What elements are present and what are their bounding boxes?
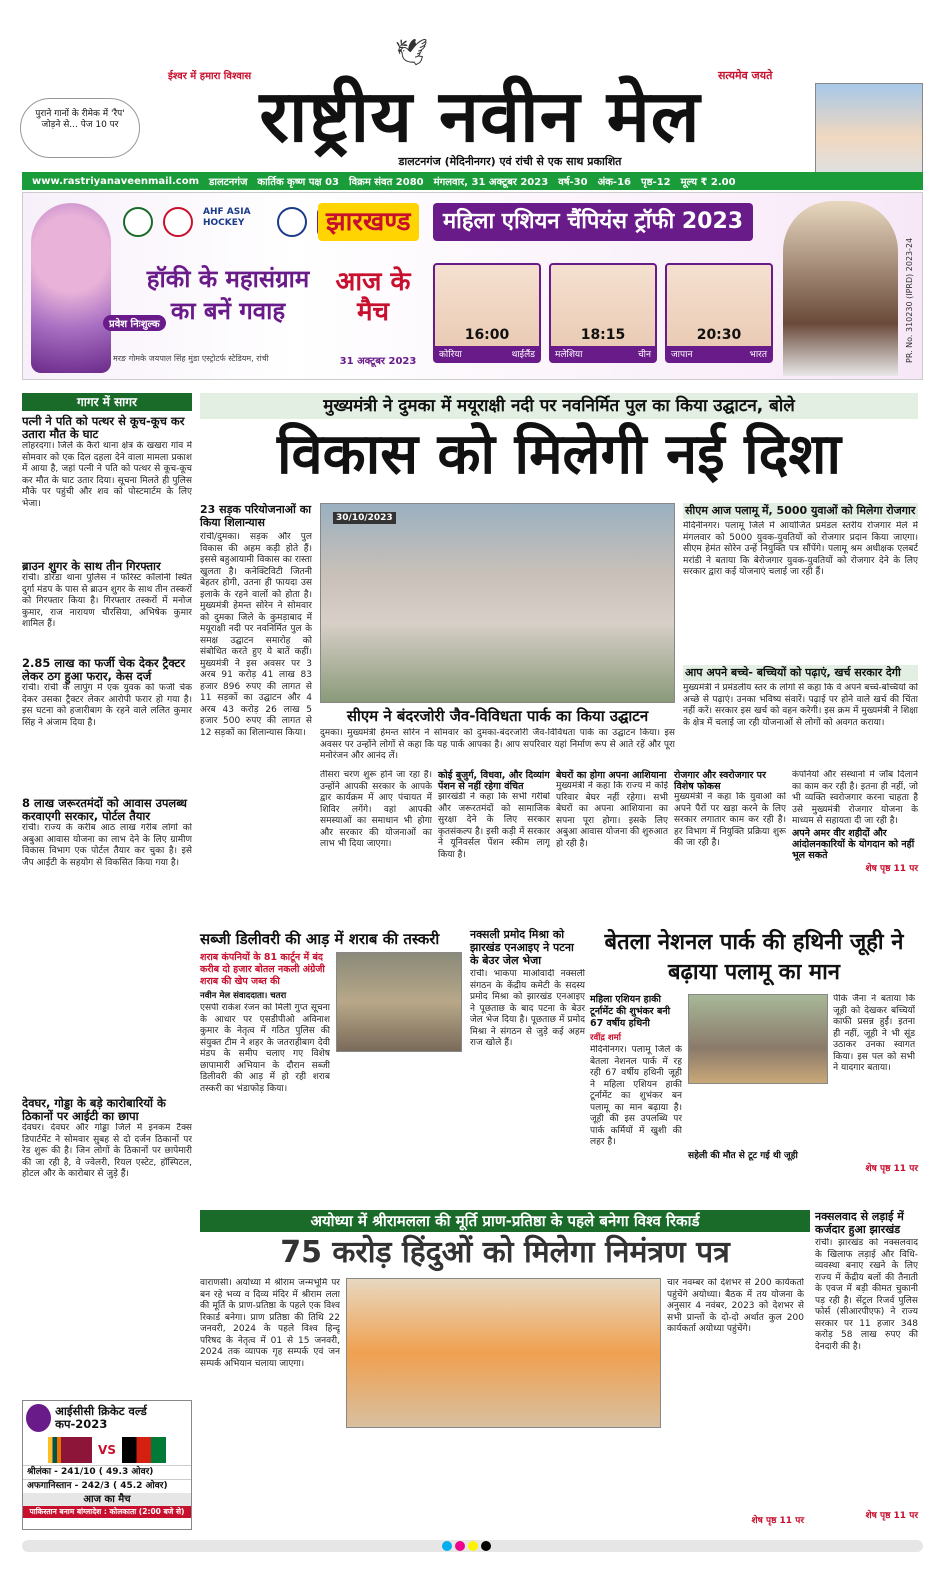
ad-date: 31 अक्टूबर 2023 (339, 356, 417, 367)
col-subhead: अपने अमर वीर शहीदों और आंदोलनकारियों के योगदान को नहीं भूल सकते (792, 827, 915, 861)
tagline-left: ईश्वर में हमारा विश्वास (168, 71, 252, 82)
elephant-byline: रवींद्र शर्मा (590, 1033, 621, 1043)
news-brief[interactable] (22, 657, 192, 793)
liquor-photo (336, 952, 462, 1052)
news-brief[interactable] (22, 415, 192, 556)
right-story-title2: आप अपने बच्चे- बच्चियों को पढ़ाएं, खर्च सरकार देगी (683, 665, 918, 681)
match-cards (433, 263, 773, 363)
team-name: थाईलैंड (511, 350, 535, 360)
center-col (674, 770, 786, 920)
match-teams (551, 346, 655, 361)
photo-caption: सीएम ने बंदरजोरी जैव-विविधता पार्क का किया उद्घाटन (346, 707, 649, 725)
match-time: 20:30 (696, 327, 742, 343)
jail-title: नक्सली प्रमोद मिश्रा को झारखंड एनआइए ने पटना के बेउर जेल भेजा (470, 928, 574, 967)
cm-photo (783, 201, 898, 376)
pr-number: PR. No. 310230 (IPRD) 2023-24 (905, 237, 914, 363)
brief-title: पत्नी ने पति को पत्थर से कूच-कूच कर उतारा मौत के घाट (22, 414, 185, 441)
sri-lanka-flag-icon (48, 1437, 92, 1463)
right-story-body2: मुख्यमंत्री ने प्रमंडलीय स्तर के लोगों से कहा कि वे अपने बच्चे-बच्चियों को अच्छे से पढ़ाएं। उनका भविष्य संवारें। पढ़ाई पर होने वाले खर्च की चिंता नहीं करें। सरकार इस खर्च को वहन करेगी। इस क्रम में मुख्यमंत्री ने शिक्षा के क्षेत्र में चलाई जा रही योजनाओं से लोगों को अवगत कराया। (683, 683, 918, 728)
center-col (556, 770, 668, 920)
col-subhead: बेघरों का होगा अपना आशियाना (556, 770, 667, 781)
col-body: मुख्यमंत्री ने कहा कि युवाओं को अपने पैरों पर खड़ा करने के लिए सरकार लगातार काम कर रही है। हर विभाग में नियुक्ति प्रक्रिया शुरू की जा रही है। (674, 792, 786, 848)
match-card[interactable] (549, 263, 657, 363)
right-story-title: सीएम आज पलामू में, 5000 युवाओं को मिलेगा रोजगार (683, 503, 918, 519)
ayodhya-story[interactable] (200, 1210, 810, 1535)
hindi-date: कार्तिक कृष्ण पक्ष 03 (257, 177, 339, 188)
jharkhand-seal-icon (123, 207, 153, 237)
score-line: श्रीलंका - 241/10 ( 49.3 ओवर) (23, 1465, 191, 1479)
issue: अंक-16 (597, 177, 631, 188)
main-kicker: मुख्यमंत्री ने दुमका में मयूराक्षी नदी पर नवनिर्मित पुल का किया उद्घाटन, बोले (200, 393, 918, 419)
ayodhya-kicker: अयोध्या में श्रीरामलला की मूर्ति प्राण-प्रतिष्ठा के पहले बनेगा विश्व रिकार्ड (200, 1210, 810, 1232)
brief-body: रांची। राज्य के करीब आठ लाख गरीब लोगों को अबुआ आवास योजना का लाभ देने के लिए ग्रामीण विकास विभाग एक पोर्टल तैयार कर चुका है। इसे जैप आईटी के सहयोग से विकसित किया गया है। (22, 823, 192, 868)
naxal-body: रांची। झारखंड को नक्सलवाद के खिलाफ लड़ाई और विधि-व्यवस्था बनाए रखने के लिए राज्य में केंद्रीय बलों की तैनाती के एवज में बड़ी कीमत चुकानी पड़ रही है। सेंट्रल रिजर्व पुलिस फोर्स (सीआरपीएफ) ने राज्य सरकार पर 11 हजार 348 करोड़ 58 लाख रुपए की देनदारी की है। (815, 1238, 918, 1352)
center-col: तीसरा चरण शुरू होने जा रहा है। उन्होंने आपकी सरकार के आपके द्वार कार्यक्रम में आए पंचायत में शिविर लगेंगे। वहां आपकी समस्याओं का समाधान भी होगा और सरकार की योजनाओं का लाभ भी दिया जाएगा। (320, 770, 432, 849)
ayodhya-headline: 75 करोड़ हिंदुओं को मिलेगा निमंत्रण पत्र (280, 1235, 730, 1270)
jail-body: रांची। भाकपा माओवादी नक्सली संगठन के केंद्रीय कमेटी के सदस्य प्रमोद मिश्रा को झारखंड एनआइए ने पूछताछ के बाद पटना के बेउर जेल भेज दिया है। पूछताछ में प्रमोद मिश्रा ने संगठन से जुड़े कई अहम राज खोले हैं। (470, 969, 585, 1048)
elephant-title: बेतला नेशनल पार्क की हथिनी जूही ने बढ़ाया पलामू का मान (604, 930, 904, 985)
logo-row (123, 207, 347, 237)
brief-body: रांची। डोरंडा थाना पुलिस ने फॉरेस्ट कॉलोनी स्थित दुर्गा मंडप के पास से ब्राउन शुगर के साथ तीन तस्करों को गिरफ्तार किया है। गिरफ्तार तस्करों में मनोज कुमार, राज नारायण चौरसिया, अभिषेक कुमार शामिल हैं। (22, 573, 192, 629)
main-photo (320, 503, 675, 703)
vs-label: VS (98, 1443, 116, 1457)
price: मूल्य ₹ 2.00 (680, 177, 736, 188)
news-brief[interactable] (22, 560, 192, 653)
samvat: विक्रम संवत 2080 (349, 177, 424, 188)
photo-date: 30/10/2023 (333, 512, 396, 524)
registration-dot-icon (481, 1541, 491, 1551)
elephant-body: मेदिनीनगर। पलामू जिले के बेतला नेशनल पार्क में रह रही 67 वर्षीय हथिनी जूही ने महिला एशियन हाकी टूर्नामेंट का शुभंकर बन पलामू का मान बढ़ाया है। जूही की इस उपलब्धि पर पार्क कर्मियों में खुशी की लहर है। (590, 1045, 682, 1147)
registration-bar (22, 1540, 923, 1552)
left-column (22, 393, 192, 1393)
team-name: जापान (671, 350, 693, 360)
center-col (792, 770, 918, 920)
pages: पृष्ठ-12 (641, 177, 671, 188)
brief-body: लोहरदगा। जिले के कैरो थाना क्षेत्र के खखरा गांव में सोमवार को एक दिल दहला देने वाला मामला प्रकाश में आया है, जहां पत्नी ने पति को पत्थर से कूच-कूच कर मौत के घाट उतार दिया। सूचना मिलते ही पुलिस मौके पर पहुंची और शव को पोस्टमार्टम के लिए भेजा। (22, 441, 192, 509)
naxal-story[interactable] (815, 1210, 918, 1535)
ad-venue: मरङ गोमके जयपाल सिंह मुंडा एस्ट्रोटर्फ स्टेडियम, रांची (113, 354, 269, 363)
match-card[interactable] (665, 263, 773, 363)
match-time: 16:00 (464, 327, 510, 343)
liquor-sub: शराब कंपनियों के 81 कार्टून में बंद करीब दो हजार बोतल नकली अंग्रेजी शराब की खेप जब्त की (200, 952, 325, 987)
website-link[interactable]: www.rastriyanaveenmail.com (32, 175, 200, 187)
ahf-logo: AHF ASIA HOCKEY (203, 207, 251, 228)
match-time: 18:15 (580, 327, 626, 343)
brief-title: 2.85 लाख का फर्जी चेक देकर ट्रैक्टर लेकर ठग हुआ फरार, केस दर्ज (22, 656, 186, 683)
hockey-jharkhand-logo-icon (163, 207, 193, 237)
caption-body: दुमका। मुख्यमंत्री हेमन्त सोरेन ने सोमवार को दुमका-बंदरजोरी जैव-विविधता पार्क का उद्घाटन किया। इस अवसर पर उन्होंने लोगों से कहा कि यह पार्क आपका है। आप सपरिवार यहां निर्माण रूप से आते रहें और पूरा मनोरंजन और आनंद लें। (320, 728, 675, 761)
mascot-icon (31, 203, 111, 373)
world-cup-logo-icon (26, 1404, 51, 1432)
ad-state: झारखण्ड (318, 203, 419, 241)
info-bar (22, 172, 923, 190)
right-story[interactable] (683, 503, 918, 753)
ayodhya-body2: चार नवम्बर को देशभर से 200 कार्यकर्ता पहुंचेंगे अयोध्या। बैठक में तय योजना के अनुसार 4 नवंबर, 2023 को देशभर से सभी प्रान्तों के दो-दो अर्थात कुल 200 कार्यकर्ता अयोध्या पहुंचेंगे। (667, 1278, 804, 1334)
hockey-ad[interactable] (22, 192, 923, 380)
bird-icon: 🕊 (395, 38, 429, 68)
masthead (20, 38, 925, 173)
main-headline: विकास को मिलेगी नई दिशा (277, 422, 841, 487)
continued-link[interactable]: शेष पृष्ठ 11 पर (865, 1511, 918, 1521)
continued-link[interactable]: शेष पृष्ठ 11 पर (865, 863, 918, 874)
elephant-sub: महिला एशियन हाकी टूर्नामेंट की शुभंकर बनी 67 वर्षीय हथिनी (590, 994, 671, 1029)
hockey-india-logo-icon (277, 207, 307, 237)
continued-link[interactable]: शेष पृष्ठ 11 पर (865, 1164, 918, 1174)
elephant-story[interactable] (590, 928, 918, 1203)
afghanistan-flag-icon (122, 1437, 166, 1463)
teaser-text: पुराने गानों के रीमेक में 'रैप' जोड़ने से... पेज 10 पर (35, 109, 125, 130)
col-subhead: रोजगार और स्वरोजगार पर विशेष फोकस (674, 770, 766, 792)
author-photo (815, 83, 923, 173)
brief-title: 8 लाख जरूरतमंदों को आवास उपलब्ध करवाएगी सरकार, पोर्टल तैयार (22, 796, 187, 823)
main-body-col (200, 503, 312, 753)
liquor-byline: नवीन मेल संवाददाता। चतरा (200, 991, 287, 1001)
continued-link[interactable]: शेष पृष्ठ 11 पर (751, 1516, 804, 1526)
brief-title: ब्राउन शुगर के साथ तीन गिरफ्तार (22, 559, 161, 573)
team-name: भारत (749, 350, 767, 360)
center-columns (320, 770, 918, 920)
today-match: पाकिस्तान बनाम बांग्लादेश : कोलकाता (2:00 बजे से) (23, 1506, 191, 1518)
liquor-story[interactable] (200, 928, 462, 1203)
score-line: अफगानिस्तान - 242/3 ( 45.2 ओवर) (23, 1479, 191, 1493)
jail-story[interactable] (470, 928, 585, 1203)
brief-title: देवघर, गोड्डा के बड़े कारोबारियों के ठिकानों पर आईटी का छापा (22, 1096, 166, 1123)
section-header: गागर में सागर (22, 393, 192, 411)
col-body: मुख्यमंत्री ने कहा कि राज्य में कोई परिवार बेघर नहीं रहेगा। सभी बेघरों का अपना आशियाना का सपना पूरा होगा। इसके लिए अबुआ आवास योजना की शुरुआत हो रही है। (556, 781, 668, 849)
team-name: चीन (637, 350, 651, 360)
match-card[interactable] (433, 263, 541, 363)
elephant-footer: सहेली की मौत से टूट गई थी जूही (688, 1151, 798, 1161)
registration-dot-icon (442, 1541, 452, 1551)
news-brief[interactable] (22, 1097, 192, 1313)
tagline-right: सत्यमेव जयते (718, 69, 773, 82)
team-name: कोरिया (439, 350, 462, 360)
brief-body: देवघर। देवघर और गोड्डा जिले में इनकम टैक्स डिपार्टमेंट ने सोमवार सुबह से दो दर्जन ठिकानों पर रेड शुरू की है। जिन लोगों के ठिकानों पर छापेमारी की जा रही है, वे ज्वेलरी, रियल एस्टेट, हॉस्पिटल, होटल और के कारोबार से जुड़े हैं। (22, 1123, 192, 1179)
naxal-title: नक्सलवाद से लड़ाई में कर्जदार हुआ झारखंड (815, 1210, 904, 1236)
news-brief[interactable] (22, 797, 192, 1093)
main-body: रांची/दुमका। सड़क और पुल विकास की अहम कड़ी होते हैं। इससे बहुआयामी विकास का रास्ता खुलता है। कनेक्टिविटी जितनी बेहतर होगी, उतना ही फायदा उस इलाके के रहने वालों को होता है। मुख्यमंत्री हेमन्त सोरेन ने सोमवार को दुमका जिले के कुमड़ाबाद में मयूराक्षी नदी पर नवनिर्मित पुल के समक्ष उद्घाटन समारोह को संबोधित करते हुए ये बातें कहीं। मुख्यमंत्री ने इस अवसर पर 3 अरब 91 करोड़ 41 लाख 83 हजार 896 रुपए की लागत से 11 सड़कों का उद्घाटन और 4 अरब 43 करोड़ 26 लाख 5 हजार 500 रुपए की लागत से 12 सड़कों का शिलान्यास किया। (200, 532, 312, 738)
entry-badge: प्रवेश निःशुल्क (103, 315, 166, 331)
ad-title: महिला एशियन चैंपियंस ट्रॉफी 2023 (433, 203, 753, 241)
cricket-title: आईसीसी क्रिकेट वर्ल्ड कप-2023 (55, 1404, 147, 1431)
registration-dot-icon (468, 1541, 478, 1551)
city: डालटनगंज (209, 177, 248, 188)
liquor-title: सब्जी डिलीवरी की आड़ में शराब की तस्करी (200, 930, 440, 948)
ayodhya-photo (346, 1278, 661, 1428)
brief-body: रांची। रांची के लापुंग में एक युवक को फर्जी चेक देकर उसका ट्रैक्टर लेकर आरोपी फरार हो गया है। इस घटना को हजारीबाग के रहने वाले ललित कुमार सिंह ने अंजाम दिया है। (22, 683, 192, 728)
year: वर्ष-30 (558, 177, 588, 188)
ad-slogan: हॉकी के महासंग्राम का बनें गवाह (146, 265, 310, 325)
match-teams (435, 346, 539, 361)
team-name: मलेशिया (555, 350, 583, 360)
liquor-body: एसपी राकेश रंजन को मिली गुप्त सूचना के आधार पर एसडीपीओ अविनाश कुमार के नेतृत्व में गठित पुलिस की संयुक्त टीम ने शहर के जतराहीबाग देवी मंडप के समीप चलाए गए विशेष छापामारी अभियान के दौरान सब्जी डिलीवरी की आड़ में हो रही शराब तस्करी का भंडाफोड़ किया। (200, 1003, 330, 1094)
elephant-side-body: पीके जैना ने बताया कि जूही को देखकर बच्चियों काफी प्रसन्न हुईं। इतना ही नहीं, जूही ने भी सूंड उठाकर उनका स्वागत किया। इस पल को सभी ने यादगार बताया। (833, 994, 916, 1073)
col-body: झारखंडी ने कहा कि सभी गरीबों और जरूरतमंदों को सामाजिक सुरक्षा देने के लिए सरकार कृतसंकल्प है। इसी कड़ी में सरकार ने यूनिवर्सल पेंशन स्कीम लागू किया है। (438, 792, 550, 860)
elephant-photo (688, 994, 828, 1084)
masthead-title: राष्ट्रीय नवीन मेल (259, 74, 701, 158)
teaser-box[interactable] (20, 98, 140, 158)
date: मंगलवार, 31 अक्टूबर 2023 (433, 177, 549, 188)
center-col (438, 770, 550, 920)
ayodhya-body: वाराणसी। अयोध्या में श्रीराम जन्मभूमि पर बन रहे भव्य व दिव्य मंदिर में श्रीराम लला की मूर्ति के प्राण-प्रतिष्ठा के पहले एक विश्व रिकार्ड बनेगा। प्राण प्रतिष्ठा की तिथि 22 जनवरी, 2024 के पहले विश्व हिन्दू परिषद के नेतृत्व में 01 से 15 जनवरी, 2024 तक व्यापक गृह सम्पर्क एवं जन सम्पर्क अभियान चलाया जाएगा। (200, 1278, 340, 1369)
today-match-label: आज का मैच (23, 1493, 191, 1506)
today-matches-label: आज के मैच (335, 267, 411, 327)
match-teams (667, 346, 771, 361)
main-story[interactable] (200, 393, 918, 498)
col-subhead: कोई बुजुर्ग, विधवा, और दिव्यांग पेंशन से नहीं रहेगा वंचित (438, 770, 550, 792)
col-body: कंपनियों और संस्थानों में जॉब दिलाने का काम कर रही है। इतना ही नहीं, जो भी व्यक्ति स्वरोजगार करना चाहता है उसे मुख्यमंत्री रोजगार योजना के माध्यम से सहायता दी जा रही है। (792, 770, 918, 826)
right-story-body: मेदिनीनगर। पलामू जिले में आयोजित प्रमंडल स्तरीय रोजगार मेले में मंगलवार को 5000 युवक-युवतियों को रोजगार प्रदान किया जाएगा। सीएम हेमंत सोरेन उन्हें नियुक्ति पत्र सौंपेंगे। पलामू श्रम अधीक्षक एलबर्ट मरांडी ने बताया कि बेरोजगार युवक-युवतियों को रोजगार देने के लिए सरकार द्वारा कई योजनाएं चलाई जा रही हैं। (683, 521, 918, 577)
main-subhead: 23 सड़क परियोजनाओं का किया शिलान्यास (200, 503, 312, 529)
cricket-box[interactable] (22, 1400, 192, 1530)
registration-dot-icon (455, 1541, 465, 1551)
masthead-subtitle: डालटनगंज (मेदिनीनगर) एवं रांची से एक साथ प्रकाशित (398, 155, 622, 168)
color-dots (442, 1541, 491, 1551)
